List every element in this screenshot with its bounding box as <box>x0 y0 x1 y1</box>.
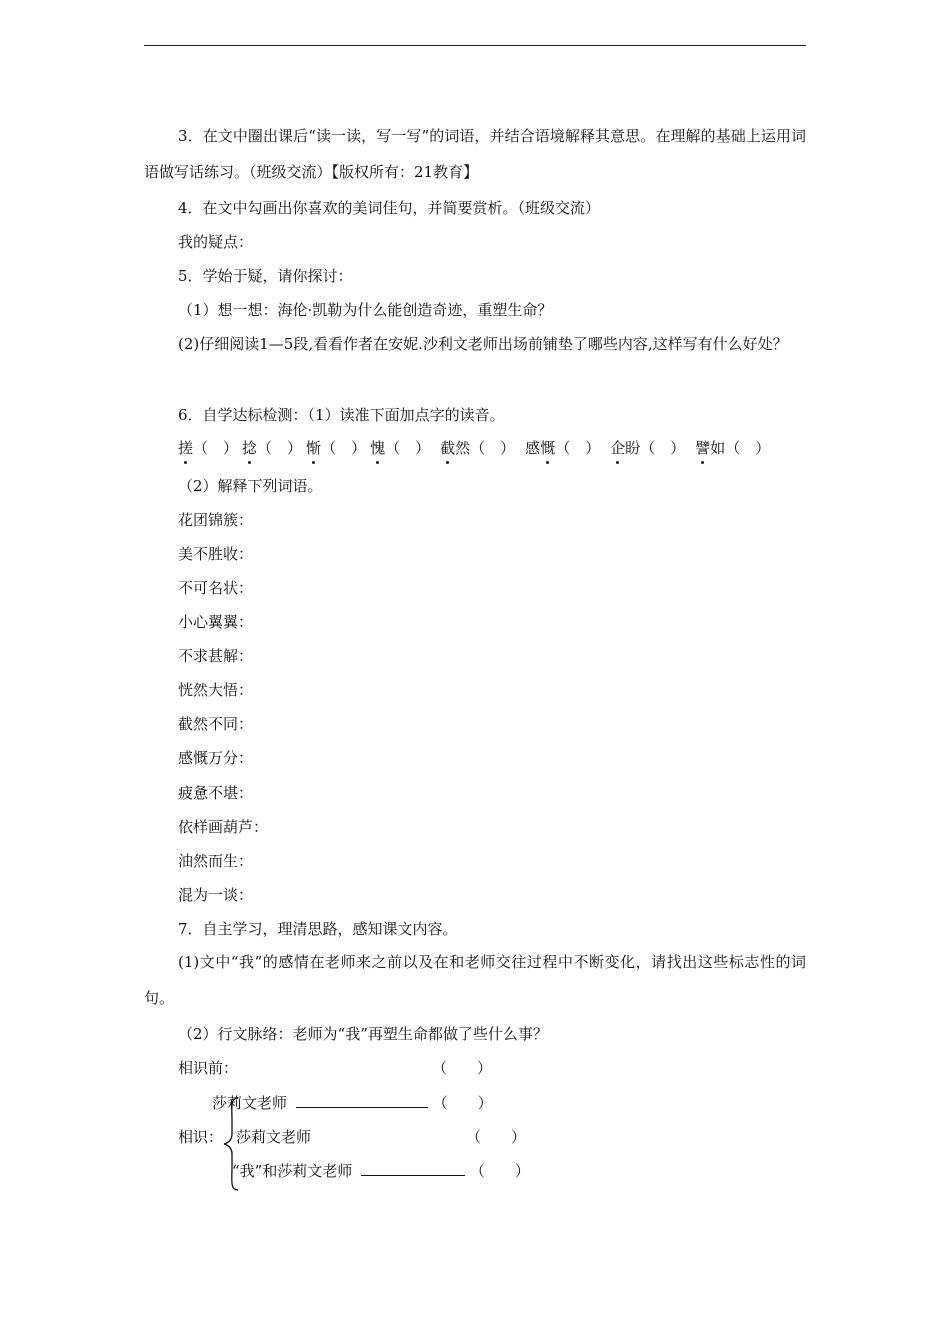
dotted-char: 譬 <box>695 439 711 457</box>
acq-label: 相识： <box>178 1128 224 1146</box>
pinyin-item <box>242 438 302 458</box>
dotted-char: 企 <box>610 439 626 457</box>
before-paren: （ ） <box>432 1059 493 1077</box>
question-7-1: (1)文中“我”的感情在老师来之前以及在和老师交往过程中不断变化，请找出这些标志性的词句。 <box>144 953 806 1007</box>
term-item: 小心翼翼： <box>178 613 254 631</box>
dotted-char: 慨 <box>540 439 556 457</box>
sub-item-2: 莎莉文老师 <box>236 1128 312 1146</box>
pinyin-item <box>610 438 685 458</box>
question-7: 7．自主学习，理清思路，感知课文内容。 <box>178 920 458 938</box>
term-item: 花团锦簇： <box>178 511 254 529</box>
term-item: 疲惫不堪： <box>178 784 254 802</box>
term-item: 不求甚解： <box>178 647 254 665</box>
sub-item-1: 莎莉文老师 （ ） <box>212 1094 493 1112</box>
answer-paren[interactable]: （ ） <box>640 439 686 457</box>
pinyin-item <box>370 438 430 458</box>
dotted-char: 捻 <box>242 439 258 457</box>
plain-char: 感 <box>525 439 541 457</box>
answer-blank[interactable] <box>361 1161 465 1176</box>
term-item: 截然不同： <box>178 715 254 733</box>
plain-char: 如 <box>710 439 726 457</box>
dotted-char: 惭 <box>306 439 322 457</box>
answer-paren[interactable]: （ ） <box>725 439 771 457</box>
sub-item-3-paren: （ ） <box>469 1162 530 1180</box>
term-item: 感慨万分： <box>178 749 254 767</box>
sub-item-2-paren: （ ） <box>466 1128 527 1146</box>
sub-item-3: “我”和莎莉文老师 （ ） <box>232 1162 530 1180</box>
term-item: 油然而生： <box>178 852 254 870</box>
answer-paren[interactable]: （ ） <box>193 439 239 457</box>
answer-paren[interactable]: （ ） <box>321 439 367 457</box>
question-6-2: （2）解释下列词语。 <box>178 477 323 495</box>
before-label: 相识前： <box>178 1059 239 1077</box>
question-4: 4．在文中勾画出你喜欢的美词佳句，并简要赏析。（班级交流） <box>178 199 601 217</box>
question-5-1: （1）想一想：海伦·凯勒为什么能创造奇迹，重塑生命？ <box>178 301 553 319</box>
term-item: 不可名状： <box>178 579 254 597</box>
question-5: 5．学始于疑，请你探讨： <box>178 267 353 285</box>
header-rule <box>144 45 806 46</box>
question-7-2: （2）行文脉络：老师为“我”再塑生命都做了些什么事？ <box>178 1025 548 1043</box>
pinyin-item <box>306 438 366 458</box>
question-3: 3．在文中圈出课后“读一读，写一写”的词语，并结合语境解释其意思。在理解的基础上运用词语做写话练习。（班级交流）【版权所有：21教育】 <box>144 127 806 181</box>
term-item: 混为一谈： <box>178 886 254 904</box>
pinyin-item <box>440 438 515 458</box>
answer-paren[interactable]: （ ） <box>555 439 601 457</box>
dotted-char: 搓 <box>178 439 194 457</box>
question-6: 6．自学达标检测：（1）读准下面加点字的读音。 <box>178 406 505 424</box>
answer-paren[interactable]: （ ） <box>257 439 303 457</box>
question-5-2: (2)仔细阅读1—5段,看看作者在安妮.沙利文老师出场前铺垫了哪些内容,这样写有什么好处？ <box>178 335 788 353</box>
dotted-char: 截 <box>440 439 456 457</box>
answer-paren[interactable]: （ ） <box>470 439 516 457</box>
plain-char: 盼 <box>625 439 641 457</box>
pinyin-item <box>695 438 770 458</box>
pinyin-row <box>178 438 770 458</box>
pinyin-item <box>525 438 600 458</box>
pinyin-item <box>178 438 238 458</box>
term-item: 依样画葫芦： <box>178 818 269 836</box>
term-item: 美不胜收： <box>178 545 254 563</box>
plain-char: 然 <box>455 439 471 457</box>
answer-paren[interactable]: （ ） <box>385 439 431 457</box>
doubt-label: 我的疑点： <box>178 233 254 251</box>
sub-item-1-paren: （ ） <box>432 1094 493 1112</box>
term-item: 恍然大悟： <box>178 681 254 699</box>
answer-blank[interactable] <box>296 1093 428 1108</box>
dotted-char: 愧 <box>370 439 386 457</box>
